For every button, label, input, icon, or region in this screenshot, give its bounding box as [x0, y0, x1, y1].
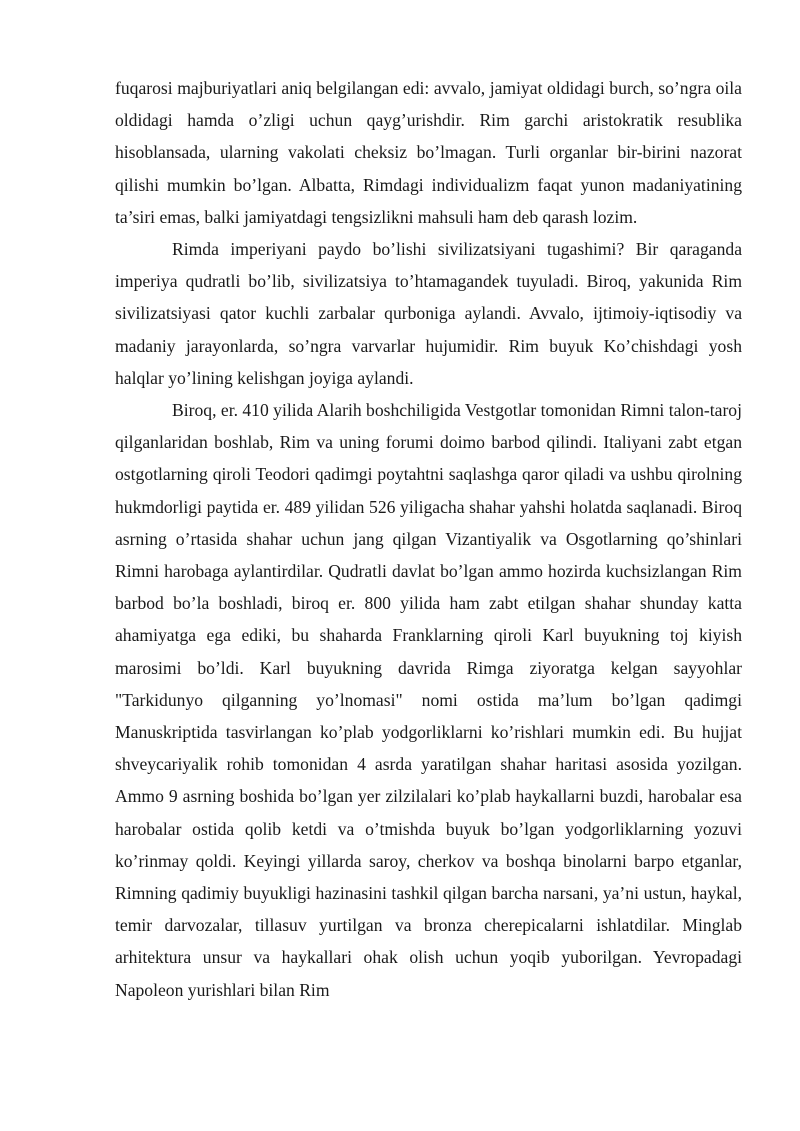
paragraph-1: fuqarosi majburiyatlari aniq belgilangan edi: avvalo, jamiyat oldidagi burch, so’ngra oila oldidagi hamda o’zligi uchun qayg’urishdir. Rim garchi aristokratik resublika hisoblansada, ularning vakolati cheksiz bo’lmagan. Turli organlar bir-birini nazorat qilishi mumkin bo’lgan. Albatta, Rimdagi individualizm faqat yunon madaniyatining ta’siri emas, balki jamiyatdagi tengsizlikni mahsuli ham deb qarash lozim.	[115, 78, 742, 227]
paragraph-3: Biroq, er. 410 yilida Alarih boshchiligida Vestgotlar tomonidan Rimni talon-taroj qilganlaridan boshlab, Rim va uning forumi doimo barbod qilindi. Italiyani zabt etgan ostgotlarning qiroli Teodori qadimgi poytahtni saqlashga qaror qiladi va ushbu qirolning hukmdorligi paytida er. 489 yilidan 526 yiligacha shahar yahshi holatda saqlanadi. Biroq asrning o’rtasida shahar uchun jang qilgan Vizantiyalik va Osgotlarning qo’shinlari Rimni harobaga aylantirdilar. Qudratli davlat bo’lgan ammo hozirda kuchsizlangan Rim barbod bo’la boshladi, biroq er. 800 yilida ham zabt etilgan shahar shunday katta ahamiyatga ega ediki, bu shaharda Franklarning qiroli Karl buyukning toj kiyish marosimi bo’ldi. Karl buyukning davrida Rimga ziyoratga kelgan sayyohlar "Tarkidunyo qilganning yo’lnomasi" nomi ostida ma’lum bo’lgan qadimgi Manuskriptida tasvirlangan ko’plab yodgorliklarni ko’rishlari mumkin edi. Bu hujjat shveycariyalik rohib tomonidan 4 asrda yaratilgan shahar haritasi asosida yozilgan. Ammo 9 asrning boshida bo’lgan yer zilzilalari ko’plab haykallarni buzdi, harobalar esa harobalar ostida qolib ketdi va o’tmishda buyuk bo’lgan yodgorliklarning yozuvi ko’rinmay qoldi. Keyingi yillarda saroy, cherkov va boshqa binolarni barpo etganlar, Rimning qadimiy buyukligi hazinasini tashkil qilgan barcha narsani, ya’ni ustun, haykal, temir darvozalar, tillasuv yurtilgan va bronza cherepicalarni ishlatdilar. Minglab arhitektura unsur va haykallari ohak olish uchun yoqib yuborilgan. Yevropadagi Napoleon yurishlari bilan Rim	[115, 400, 742, 1000]
document-page	[115, 72, 742, 1006]
paragraph-2: Rimda imperiyani paydo bo’lishi sivilizatsiyani tugashimi? Bir qaraganda imperiya qudratli bo’lib, sivilizatsiya to’htamagandek tuyuladi. Biroq, yakunida Rim sivilizatsiyasi qator kuchli zarbalar qurboniga aylandi. Avvalo, ijtimoiy-iqtisodiy va madaniy jarayonlarda, so’ngra varvarlar hujumidir. Rim buyuk Ko’chishdagi yosh halqlar yo’lining kelishgan joyiga aylandi.	[115, 239, 742, 388]
